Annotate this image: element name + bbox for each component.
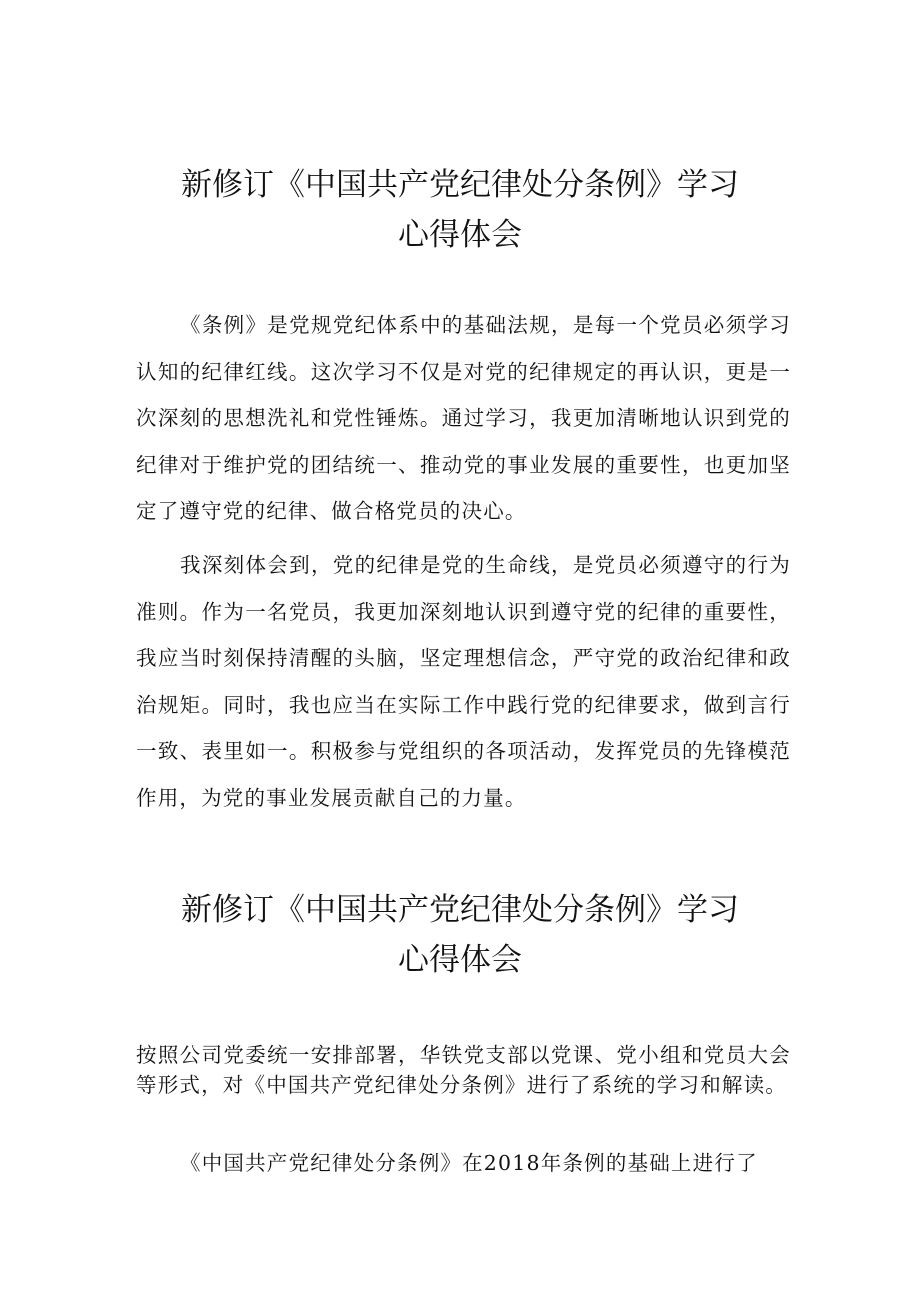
section-1-title [120, 160, 800, 260]
section-1-paragraph-1: 《条例》是党规党纪体系中的基础法规，是每一个党员必须学习认知的纪律红线。这次学习不仅是对党的纪律规定的再认识，更是一次深刻的思想洗礼和党性锤炼。通过学习，我更加清晰地认识到党的纪律对于维护党的团结统一、推动党的事业发展的重要性，也更加坚定了遵守党的纪律、做合格党员的决心。 [136, 313, 791, 523]
section-2-paragraph-2: 《中国共产党纪律处分条例》在2018年条例的基础上进行了 [180, 1151, 758, 1175]
section-1-title-line-2: 心得体会 [398, 217, 522, 253]
section-1-title-line-1: 新修订《中国共产党纪律处分条例》学习 [181, 167, 739, 203]
section-2-paragraph-1: 按照公司党委统一安排部署，华铁党支部以党课、党小组和党员大会等形式，对《中国共产党纪律处分条例》进行了系统的学习和解读。 [136, 1043, 791, 1097]
section-2-title-line-2: 心得体会 [398, 942, 522, 978]
section-1-paragraph-2: 我深刻体会到，党的纪律是党的生命线，是党员必须遵守的行为准则。作为一名党员，我更加深刻地认识到遵守党的纪律的重要性，我应当时刻保持清醒的头脑，坚定理想信念，严守党的政治纪律和政治规矩。同时，我也应当在实际工作中践行党的纪律要求，做到言行一致、表里如一。积极参与党组织的各项活动，发挥党员的先锋模范作用，为党的事业发展贡献自己的力量。 [136, 553, 791, 810]
section-2-title-line-1: 新修订《中国共产党纪律处分条例》学习 [181, 892, 739, 928]
section-2-title [120, 885, 800, 985]
